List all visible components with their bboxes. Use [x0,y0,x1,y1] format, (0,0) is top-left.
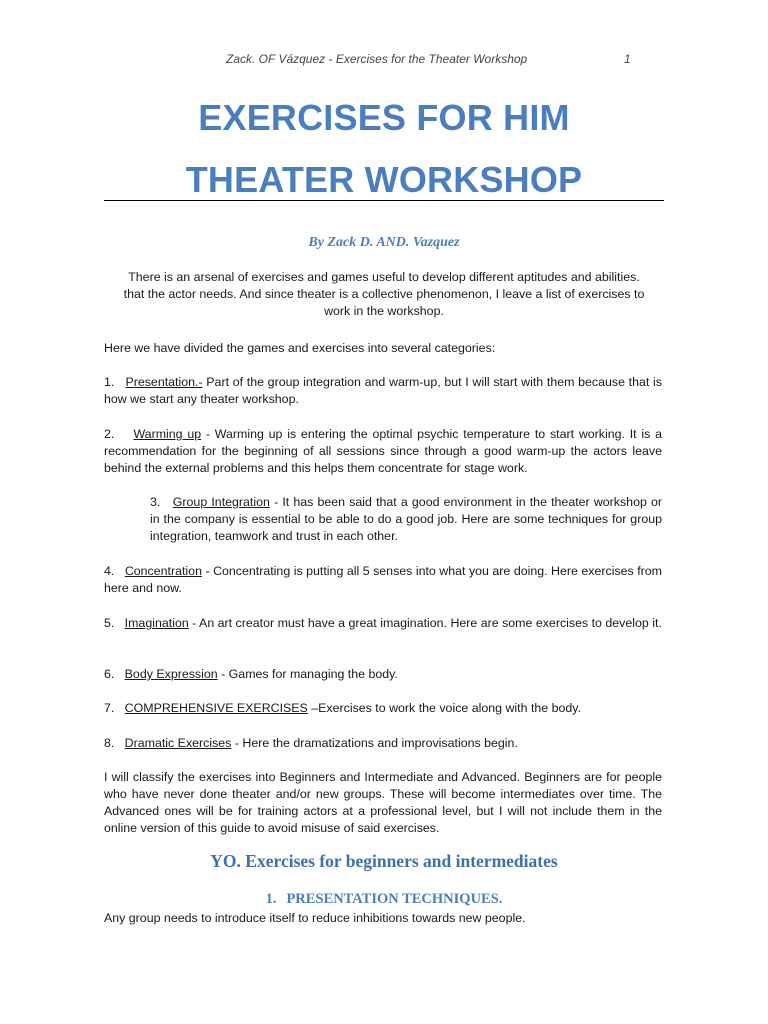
category-text: - An art creator must have a great imagination. Here are some exercises to develop it. [188,616,662,630]
classification-paragraph: I will classify the exercises into Beginners and Intermediate and Advanced. Beginners are for people who have never done theater and/or new groups. These will become intermediates over time. The Advanced ones will be for training actors at a professional level, but I will not include them in the online version of this guide to avoid misuse of said exercises. [104,770,662,835]
category-item [104,735,662,752]
category-item [104,615,662,632]
category-number: 5. [104,616,115,630]
category-text: - Games for managing the body. [217,667,398,681]
subsection-title: PRESENTATION TECHNIQUES. [286,891,503,907]
category-item [104,700,662,717]
category-text: –Exercises to work the voice along with the body. [307,701,582,715]
intro-line: work in the workshop. [324,304,444,318]
category-number: 3. [150,495,161,509]
category-name: Dramatic Exercises [124,736,232,750]
category-name: Warming up [133,427,202,441]
category-text: - Here the dramatizations and improvisations begin. [231,736,518,750]
page-number: 1 [624,52,631,66]
category-text: - It has been said that a good environment in the theater workshop or in the company is essential to be able to do a good job. Here are some techniques for group integration, teamwork and trust in each other. [150,495,663,543]
category-number: 8. [104,736,115,750]
document-title-line2: THEATER WORKSHOP [185,159,583,200]
category-text: - Warming up is entering the optimal psychic temperature to start working. It is a recommendation for the beginning of all sessions since through a good warm-up the actors leave behind the external problems and this helps them concentrate for stage work. [104,427,662,475]
category-text: - Concentrating is putting all 5 senses into what you are doing. Here exercises from here and now. [104,564,663,595]
category-number: 6. [104,667,115,681]
categories-intro: Here we have divided the games and exercises into several categories: [104,341,496,355]
category-item [104,374,662,408]
category-name: COMPREHENSIVE EXERCISES [124,701,308,715]
category-text: Part of the group integration and warm-up, but I will start with them because that is how we start any theater workshop. [104,375,662,406]
intro-line: There is an arsenal of exercises and games useful to develop different aptitudes and abilities. [128,270,640,284]
category-name: Imagination [124,616,189,630]
subsection-heading [104,891,664,908]
category-item [150,494,662,545]
section-heading: YO. Exercises for beginners and intermediates [210,851,558,871]
closing-text: Any group needs to introduce itself to reduce inhibitions towards new people. [104,911,526,925]
title-rule [104,200,664,201]
category-name: Concentration [124,564,202,578]
intro-line: that the actor needs. And since theater is a collective phenomenon, I leave a list of exercises to [123,287,645,301]
category-number: 7. [104,701,115,715]
category-number: 2. [104,427,115,441]
running-title: Zack. OF Vázquez - Exercises for the Theater Workshop [226,52,528,66]
category-number: 4. [104,564,115,578]
intro-paragraph [104,269,664,320]
category-item [104,426,662,477]
category-item [104,563,662,597]
subsection-number: 1. [265,891,277,907]
category-number: 1. [104,375,115,389]
category-item [104,666,662,683]
category-name: Group Integration [172,495,270,509]
category-name: Presentation.- [125,375,203,389]
category-name: Body Expression [124,667,218,681]
document-title-line1: EXERCISES FOR HIM [198,97,570,138]
author-byline: By Zack D. AND. Vazquez [308,235,460,250]
